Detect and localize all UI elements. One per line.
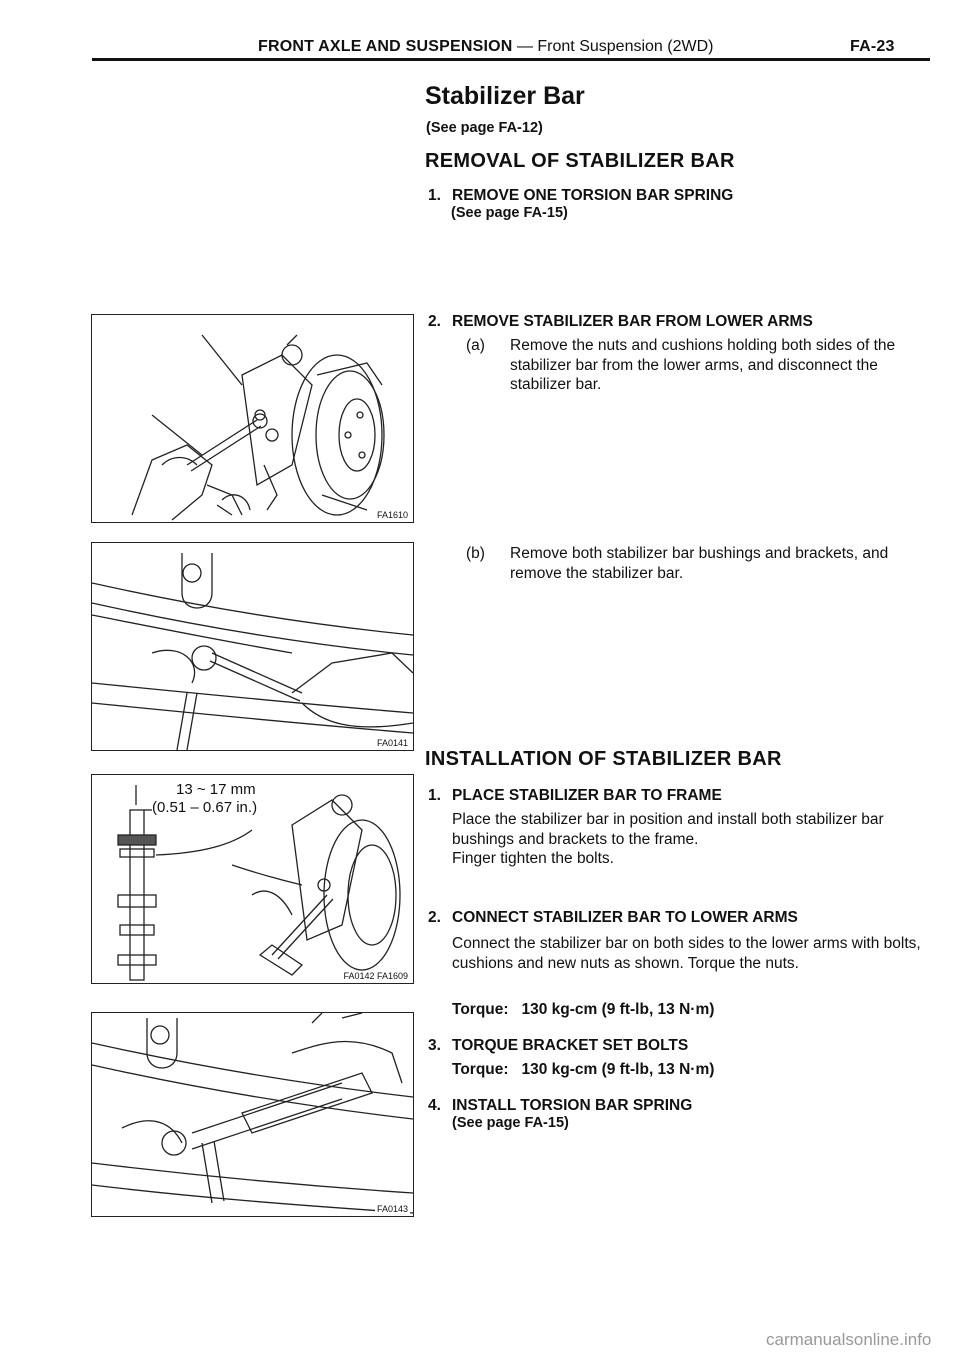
step-title: TORQUE BRACKET SET BOLTS: [452, 1037, 689, 1054]
removal-step-1-ref: (See page FA-15): [451, 205, 568, 221]
torque-value: 130 kg-cm (9 ft-lb, 13 N·m): [521, 1001, 715, 1018]
install-step-4-ref: (See page FA-15): [452, 1115, 569, 1131]
install-step-1-text2: Finger tighten the bolts.: [452, 850, 614, 867]
wrench-illustration: [92, 315, 413, 522]
header-dash: —: [516, 38, 533, 55]
figure-remove-bushing: [91, 542, 414, 751]
removal-step-2: [428, 312, 813, 332]
figure-install-torque: [91, 774, 414, 984]
install-step-1: [428, 786, 722, 806]
header-section: FRONT AXLE AND SUSPENSION: [258, 38, 513, 55]
step-title: PLACE STABILIZER BAR TO FRAME: [452, 787, 722, 804]
bushing-illustration: [92, 543, 413, 750]
dimension-in: (0.51 – 0.67 in.): [152, 799, 258, 816]
step-number: 1.: [428, 187, 441, 204]
removal-heading: REMOVAL OF STABILIZER BAR: [425, 150, 735, 172]
install-step-2: [428, 908, 798, 928]
watermark: carmanualsonline.info: [766, 1330, 932, 1349]
page-header: [258, 38, 713, 56]
figure-remove-nuts: [91, 314, 414, 523]
step-title: REMOVE ONE TORSION BAR SPRING: [452, 187, 734, 204]
install-step-3: [428, 1036, 688, 1056]
installation-heading: INSTALLATION OF STABILIZER BAR: [425, 748, 782, 770]
removal-step-2a-label: (a): [466, 337, 485, 354]
header-subsection: Front Suspension (2WD): [537, 38, 714, 55]
page-number: FA-23: [850, 38, 895, 55]
figure-code: FA0143: [376, 1204, 408, 1214]
install-step-3-torque: [452, 1060, 714, 1080]
page-title: Stabilizer Bar: [425, 82, 585, 110]
step-title: REMOVE STABILIZER BAR FROM LOWER ARMS: [452, 313, 813, 330]
title-ref: (See page FA-12): [426, 120, 543, 136]
step-number: 2.: [428, 909, 441, 926]
removal-step-1: [428, 186, 733, 206]
dimension-mm: 13 ~ 17 mm: [176, 781, 256, 798]
torque-wrench-illustration: [92, 1013, 413, 1216]
figure-torque-bracket: [91, 1012, 414, 1217]
figure-code: FA0142 FA1609: [343, 971, 408, 981]
install-step-4: [428, 1096, 692, 1116]
step-number: 4.: [428, 1097, 441, 1114]
torque-value: 130 kg-cm (9 ft-lb, 13 N·m): [521, 1061, 715, 1078]
step-number: 1.: [428, 787, 441, 804]
install-step-1-text: Place the stabilizer bar in position and install both stabilizer bar bushings and brackets to the frame.: [452, 811, 884, 848]
removal-step-2a-text: Remove the nuts and cushions holding both sides of the stabilizer bar from the lower arms, and disconnect the stabilizer bar.: [510, 337, 896, 393]
step-title: CONNECT STABILIZER BAR TO LOWER ARMS: [452, 909, 798, 926]
figure-code: FA0141: [376, 738, 408, 748]
install-step-2-torque: [452, 1000, 714, 1020]
header-rule: [92, 58, 930, 61]
figure-code: FA1610: [376, 510, 408, 520]
step-number: 2.: [428, 313, 441, 330]
install-step-2-text: Connect the stabilizer bar on both sides to the lower arms with bolts, cushions and new nuts as shown. Torque the nuts.: [452, 935, 921, 972]
step-number: 3.: [428, 1037, 441, 1054]
torque-label: Torque:: [452, 1001, 509, 1018]
torque-label: Torque:: [452, 1061, 509, 1078]
removal-step-2b-label: (b): [466, 545, 485, 562]
step-title: INSTALL TORSION BAR SPRING: [452, 1097, 693, 1114]
removal-step-2b-text: Remove both stabilizer bar bushings and brackets, and remove the stabilizer bar.: [510, 545, 889, 582]
